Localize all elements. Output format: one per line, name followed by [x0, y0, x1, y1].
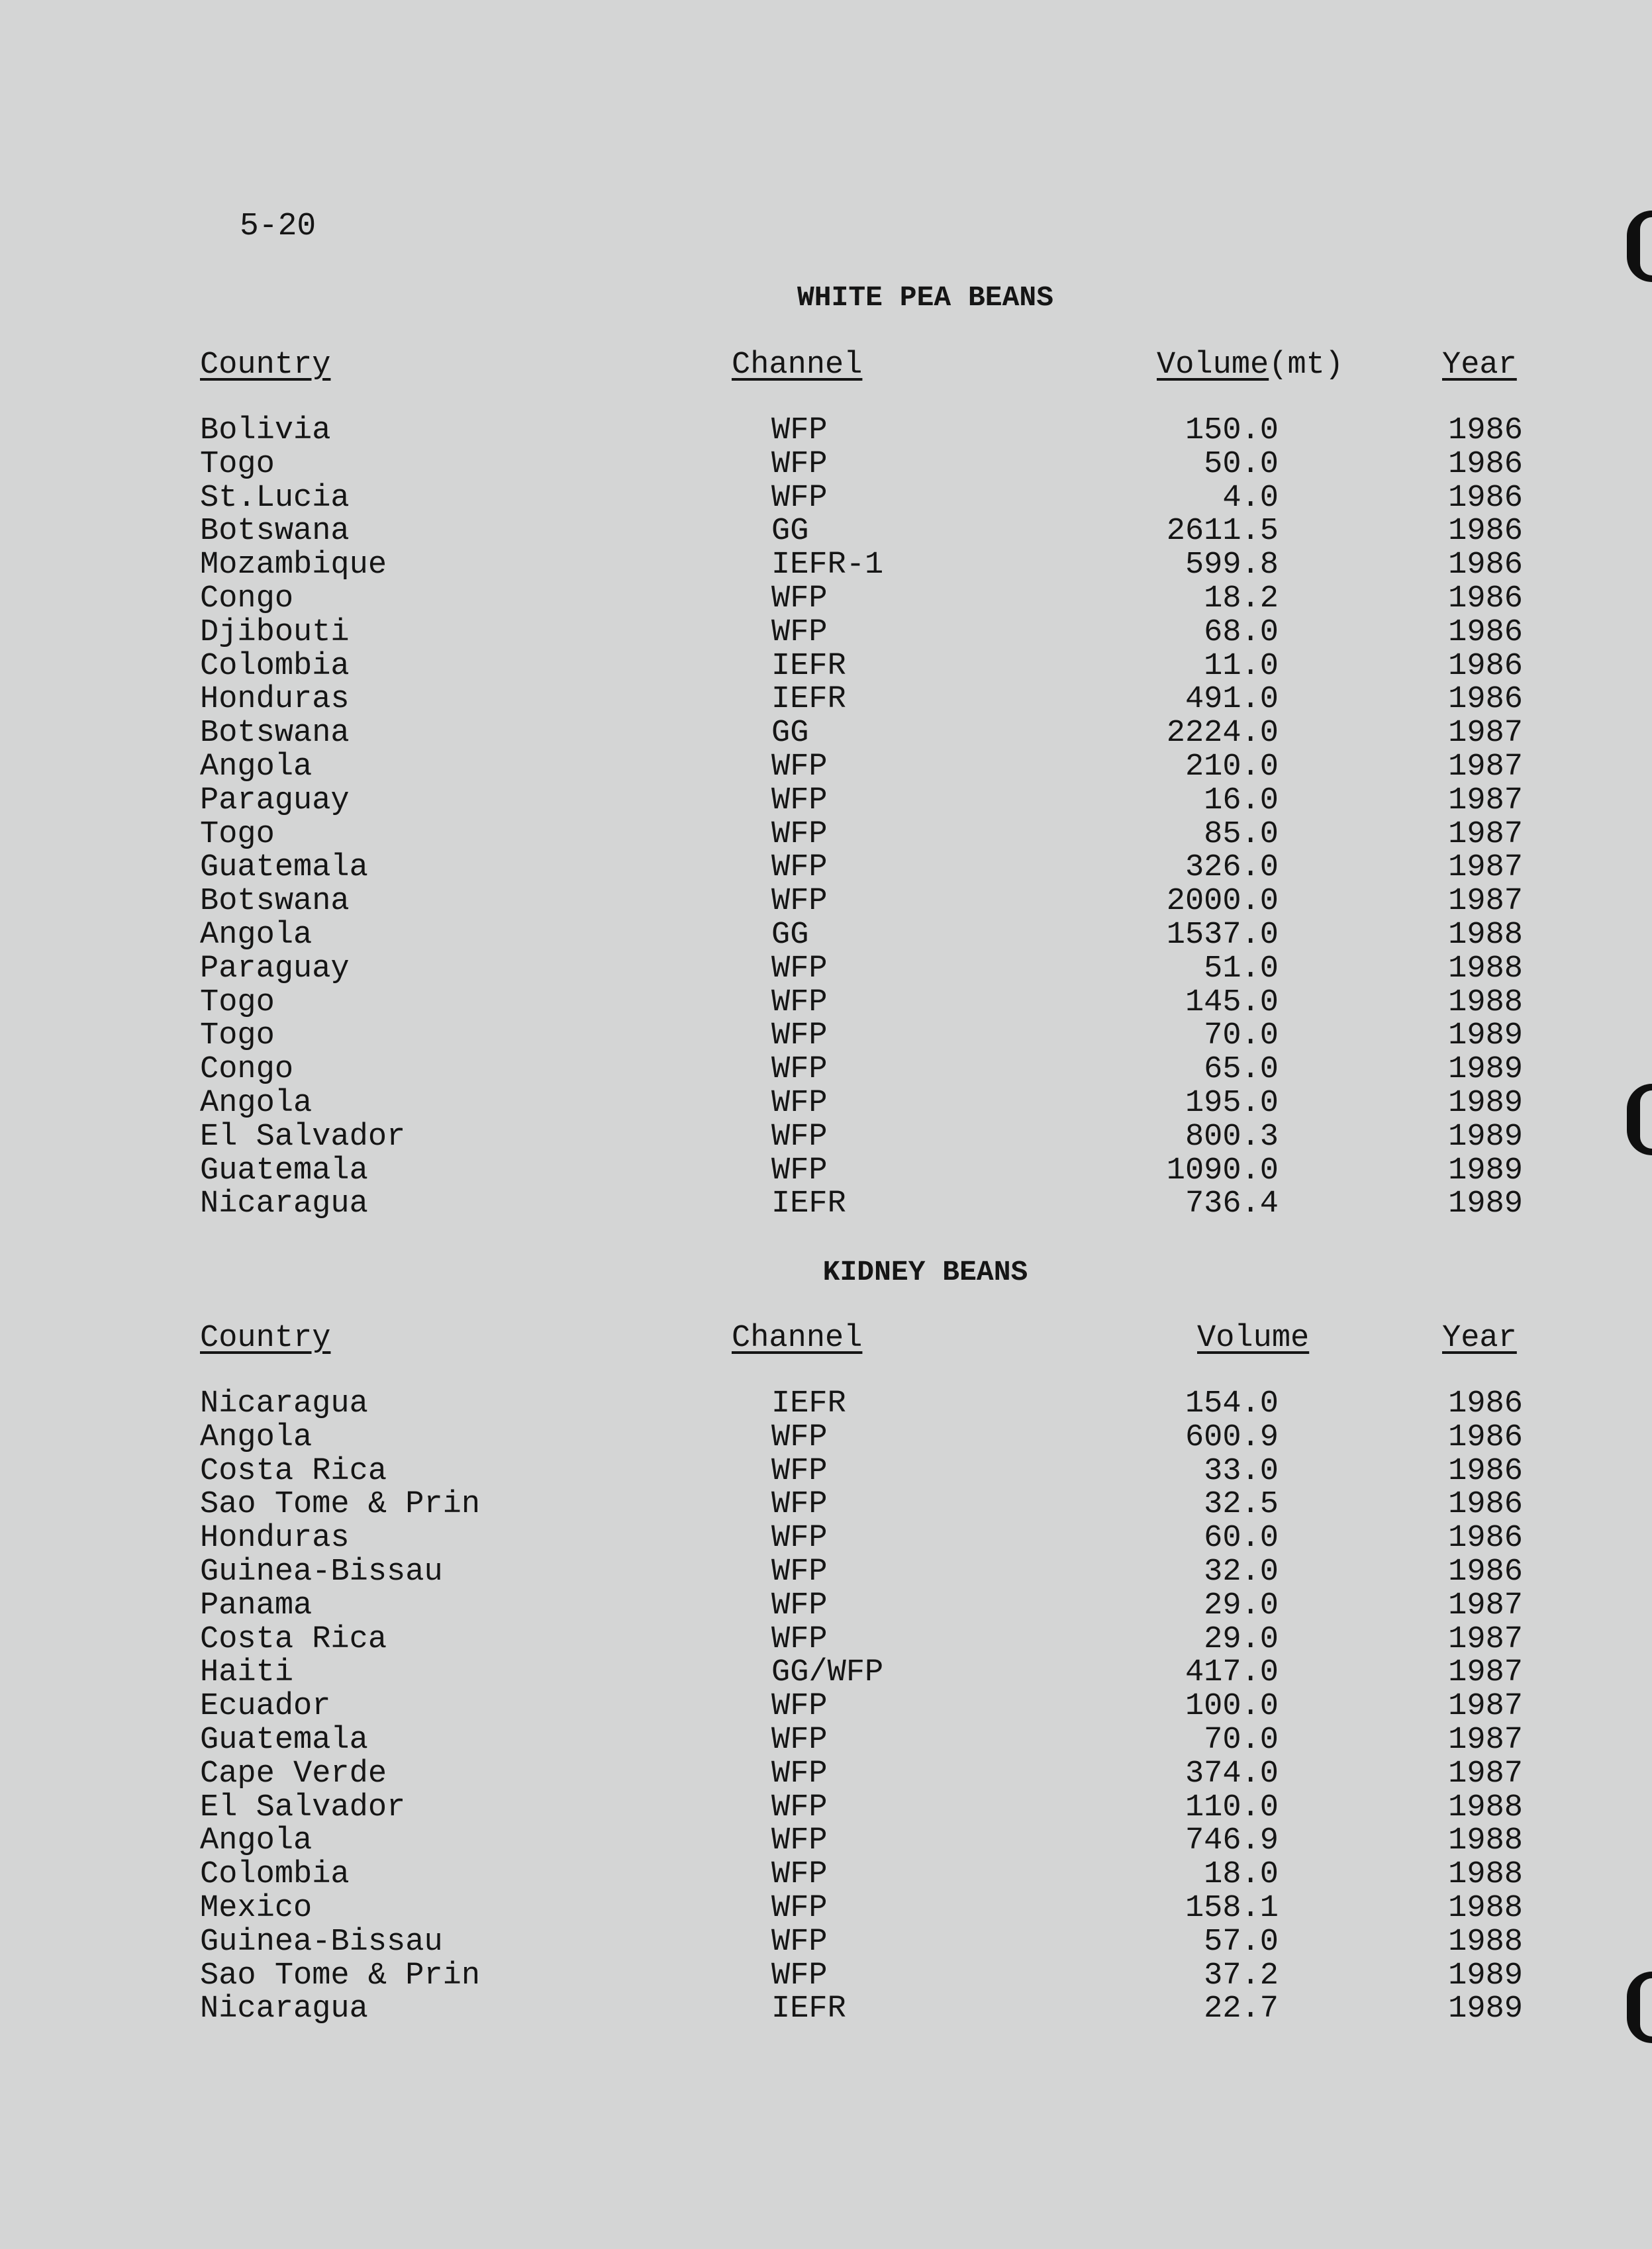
country-cell: Angola [200, 749, 313, 785]
year-cell: 1987 [1448, 1588, 1523, 1623]
table-row [0, 717, 1652, 751]
table-row [0, 1087, 1652, 1121]
year-cell: 1988 [1448, 1790, 1523, 1825]
volume-cell: 11.0 [1204, 648, 1279, 684]
volume-cell: 16.0 [1204, 783, 1279, 818]
table-row [0, 1858, 1652, 1892]
year-cell: 1986 [1448, 648, 1523, 684]
country-cell: Nicaragua [200, 1386, 368, 1421]
volume-cell: 210.0 [1185, 749, 1279, 785]
year-cell: 1989 [1448, 1186, 1523, 1222]
table-row [0, 785, 1652, 818]
country-cell: Botswana [200, 884, 350, 920]
country-cell: Guatemala [200, 1153, 368, 1188]
volume-cell: 800.3 [1185, 1119, 1279, 1155]
table-row [0, 1388, 1652, 1421]
page-number: 5-20 [240, 209, 316, 244]
channel-cell: WFP [771, 1052, 828, 1088]
table-row [0, 1522, 1652, 1556]
table-row [0, 1421, 1652, 1455]
volume-cell: 65.0 [1204, 1052, 1279, 1088]
volume-cell: 110.0 [1185, 1790, 1279, 1825]
year-cell: 1989 [1448, 1958, 1523, 1993]
volume-cell: 57.0 [1204, 1924, 1279, 1960]
table-row [0, 751, 1652, 785]
country-cell: Togo [200, 984, 275, 1020]
channel-cell: WFP [771, 1823, 828, 1859]
channel-cell: WFP [771, 581, 828, 616]
country-cell: Guinea-Bissau [200, 1924, 443, 1960]
table-row [0, 1488, 1652, 1522]
year-cell: 1986 [1448, 1487, 1523, 1523]
country-cell: Costa Rica [200, 1453, 387, 1489]
volume-cell: 60.0 [1204, 1521, 1279, 1556]
volume-cell: 195.0 [1185, 1085, 1279, 1121]
country-cell: St.Lucia [200, 480, 350, 516]
country-cell: Angola [200, 1823, 313, 1859]
volume-cell: 50.0 [1204, 446, 1279, 482]
white-pea-beans-table [0, 414, 1652, 1221]
country-cell: Botswana [200, 514, 350, 550]
year-cell: 1988 [1448, 1890, 1523, 1926]
channel-cell: WFP [771, 1722, 828, 1758]
country-cell: Sao Tome & Prin [200, 1487, 481, 1523]
table-row [0, 953, 1652, 986]
volume-cell: 736.4 [1185, 1186, 1279, 1222]
kidney-beans-table [0, 1388, 1652, 2027]
table-row [0, 1758, 1652, 1792]
country-cell: Costa Rica [200, 1621, 387, 1657]
table-row [0, 1926, 1652, 1960]
country-cell: Sao Tome & Prin [200, 1958, 481, 1993]
channel-cell: WFP [771, 1119, 828, 1155]
volume-cell: 85.0 [1204, 816, 1279, 852]
channel-cell: IEFR [771, 1991, 846, 2027]
country-cell: Honduras [200, 682, 350, 718]
channel-cell: WFP [771, 1857, 828, 1893]
table-row [0, 1556, 1652, 1590]
volume-cell: 2224.0 [1166, 716, 1279, 751]
year-cell: 1989 [1448, 1052, 1523, 1088]
year-cell: 1987 [1448, 749, 1523, 785]
channel-cell: WFP [771, 816, 828, 852]
channel-cell: WFP [771, 951, 828, 986]
volume-cell: 374.0 [1185, 1756, 1279, 1792]
year-cell: 1986 [1448, 581, 1523, 616]
white-pea-country-header: Country [200, 348, 331, 383]
table-row [0, 1188, 1652, 1221]
table-row [0, 919, 1652, 953]
country-cell: Mexico [200, 1890, 313, 1926]
year-cell: 1986 [1448, 682, 1523, 718]
volume-cell: 600.9 [1185, 1419, 1279, 1455]
channel-cell: GG [771, 716, 809, 751]
kidney-year-header: Year [1442, 1321, 1517, 1356]
channel-cell: WFP [771, 1756, 828, 1792]
country-cell: Paraguay [200, 783, 350, 818]
channel-cell: WFP [771, 850, 828, 886]
year-cell: 1989 [1448, 1153, 1523, 1188]
volume-cell: 746.9 [1185, 1823, 1279, 1859]
country-cell: Guatemala [200, 1722, 368, 1758]
country-cell: Honduras [200, 1521, 350, 1556]
channel-cell: WFP [771, 1487, 828, 1523]
binder-hole-top [1627, 211, 1652, 282]
volume-cell: 417.0 [1185, 1655, 1279, 1691]
volume-cell: 154.0 [1185, 1386, 1279, 1421]
year-cell: 1986 [1448, 1386, 1523, 1421]
table-row [0, 1656, 1652, 1690]
channel-cell: IEFR-1 [771, 548, 884, 583]
country-cell: Guinea-Bissau [200, 1554, 443, 1590]
table-row [0, 448, 1652, 482]
country-cell: Paraguay [200, 951, 350, 986]
table-row [0, 1792, 1652, 1825]
kidney-beans-title: KIDNEY BEANS [822, 1256, 1028, 1288]
table-row [0, 683, 1652, 717]
table-row [0, 885, 1652, 919]
volume-cell: 70.0 [1204, 1722, 1279, 1758]
country-cell: Togo [200, 446, 275, 482]
channel-cell: IEFR [771, 648, 846, 684]
volume-cell: 37.2 [1204, 1958, 1279, 1993]
year-cell: 1986 [1448, 614, 1523, 650]
table-row [0, 549, 1652, 583]
channel-cell: WFP [771, 783, 828, 818]
channel-cell: WFP [771, 1924, 828, 1960]
kidney-volume-header: Volume [1197, 1321, 1310, 1356]
channel-cell: WFP [771, 413, 828, 448]
table-row [0, 1993, 1652, 2027]
volume-cell: 158.1 [1185, 1890, 1279, 1926]
channel-cell: IEFR [771, 1386, 846, 1421]
country-cell: Botswana [200, 716, 350, 751]
white-pea-channel-header: Channel [732, 348, 863, 383]
year-cell: 1986 [1448, 1554, 1523, 1590]
country-cell: Nicaragua [200, 1186, 368, 1222]
volume-cell: 22.7 [1204, 1991, 1279, 2027]
country-cell: Mozambique [200, 548, 387, 583]
channel-cell: GG [771, 514, 809, 550]
table-row [0, 1724, 1652, 1758]
volume-cell: 18.0 [1204, 1857, 1279, 1893]
year-cell: 1987 [1448, 850, 1523, 886]
year-cell: 1988 [1448, 1924, 1523, 1960]
volume-cell: 4.0 [1222, 480, 1279, 516]
channel-cell: WFP [771, 1085, 828, 1121]
year-cell: 1988 [1448, 917, 1523, 953]
channel-cell: WFP [771, 1419, 828, 1455]
kidney-country-header: Country [200, 1321, 331, 1356]
country-cell: Togo [200, 1018, 275, 1054]
volume-cell: 32.0 [1204, 1554, 1279, 1590]
channel-cell: IEFR [771, 1186, 846, 1222]
table-row [0, 1690, 1652, 1724]
channel-cell: WFP [771, 1890, 828, 1926]
country-cell: Togo [200, 816, 275, 852]
year-cell: 1987 [1448, 816, 1523, 852]
year-cell: 1987 [1448, 1655, 1523, 1691]
channel-cell: GG/WFP [771, 1655, 884, 1691]
year-cell: 1988 [1448, 1823, 1523, 1859]
table-row [0, 1455, 1652, 1489]
volume-cell: 29.0 [1204, 1621, 1279, 1657]
channel-cell: WFP [771, 614, 828, 650]
volume-cell: 1537.0 [1166, 917, 1279, 953]
white-pea-beans-title: WHITE PEA BEANS [797, 281, 1054, 314]
year-cell: 1989 [1448, 1991, 1523, 2027]
channel-cell: WFP [771, 1958, 828, 1993]
year-cell: 1989 [1448, 1018, 1523, 1054]
country-cell: Cape Verde [200, 1756, 387, 1792]
table-row [0, 1020, 1652, 1053]
volume-cell: 29.0 [1204, 1588, 1279, 1623]
year-cell: 1986 [1448, 1419, 1523, 1455]
table-row [0, 1590, 1652, 1623]
country-cell: El Salvador [200, 1119, 406, 1155]
channel-cell: WFP [771, 749, 828, 785]
year-cell: 1988 [1448, 1857, 1523, 1893]
year-cell: 1987 [1448, 1689, 1523, 1725]
table-row [0, 1960, 1652, 1993]
table-row [0, 1623, 1652, 1657]
channel-cell: WFP [771, 1554, 828, 1590]
table-row [0, 818, 1652, 852]
table-row [0, 583, 1652, 616]
country-cell: Djibouti [200, 614, 350, 650]
year-cell: 1986 [1448, 413, 1523, 448]
volume-cell: 70.0 [1204, 1018, 1279, 1054]
table-row [0, 1053, 1652, 1087]
channel-cell: WFP [771, 1521, 828, 1556]
year-cell: 1986 [1448, 480, 1523, 516]
volume-cell: 1090.0 [1166, 1153, 1279, 1188]
kidney-channel-header: Channel [732, 1321, 863, 1356]
country-cell: Angola [200, 1085, 313, 1121]
year-cell: 1987 [1448, 716, 1523, 751]
year-cell: 1989 [1448, 1085, 1523, 1121]
table-row [0, 650, 1652, 684]
white-pea-volume-unit: (mt) [1269, 348, 1344, 383]
volume-cell: 491.0 [1185, 682, 1279, 718]
white-pea-volume-header: Volume [1157, 348, 1269, 383]
volume-cell: 33.0 [1204, 1453, 1279, 1489]
year-cell: 1986 [1448, 1521, 1523, 1556]
volume-cell: 326.0 [1185, 850, 1279, 886]
channel-cell: GG [771, 917, 809, 953]
channel-cell: WFP [771, 480, 828, 516]
year-cell: 1987 [1448, 783, 1523, 818]
country-cell: Angola [200, 917, 313, 953]
channel-cell: WFP [771, 446, 828, 482]
volume-cell: 2611.5 [1166, 514, 1279, 550]
table-row [0, 1892, 1652, 1926]
table-row [0, 1155, 1652, 1188]
table-row [0, 851, 1652, 885]
table-row [0, 986, 1652, 1020]
channel-cell: WFP [771, 884, 828, 920]
country-cell: Angola [200, 1419, 313, 1455]
channel-cell: WFP [771, 1689, 828, 1725]
volume-cell: 2000.0 [1166, 884, 1279, 920]
country-cell: Congo [200, 1052, 294, 1088]
year-cell: 1987 [1448, 884, 1523, 920]
channel-cell: WFP [771, 1588, 828, 1623]
channel-cell: WFP [771, 984, 828, 1020]
volume-cell: 18.2 [1204, 581, 1279, 616]
year-cell: 1989 [1448, 1119, 1523, 1155]
year-cell: 1986 [1448, 514, 1523, 550]
channel-cell: WFP [771, 1453, 828, 1489]
table-row [0, 414, 1652, 448]
year-cell: 1986 [1448, 446, 1523, 482]
table-row [0, 482, 1652, 516]
volume-cell: 32.5 [1204, 1487, 1279, 1523]
volume-cell: 145.0 [1185, 984, 1279, 1020]
table-row [0, 1825, 1652, 1858]
channel-cell: WFP [771, 1621, 828, 1657]
country-cell: Nicaragua [200, 1991, 368, 2027]
country-cell: Haiti [200, 1655, 294, 1691]
country-cell: Congo [200, 581, 294, 616]
year-cell: 1987 [1448, 1621, 1523, 1657]
volume-cell: 68.0 [1204, 614, 1279, 650]
year-cell: 1987 [1448, 1756, 1523, 1792]
country-cell: Colombia [200, 648, 350, 684]
volume-cell: 150.0 [1185, 413, 1279, 448]
year-cell: 1988 [1448, 984, 1523, 1020]
table-row [0, 616, 1652, 650]
country-cell: El Salvador [200, 1790, 406, 1825]
channel-cell: IEFR [771, 682, 846, 718]
country-cell: Colombia [200, 1857, 350, 1893]
channel-cell: WFP [771, 1790, 828, 1825]
table-row [0, 1121, 1652, 1155]
country-cell: Bolivia [200, 413, 331, 448]
country-cell: Ecuador [200, 1689, 331, 1725]
year-cell: 1986 [1448, 548, 1523, 583]
table-row [0, 515, 1652, 549]
country-cell: Guatemala [200, 850, 368, 886]
year-cell: 1988 [1448, 951, 1523, 986]
volume-cell: 100.0 [1185, 1689, 1279, 1725]
volume-cell: 599.8 [1185, 548, 1279, 583]
white-pea-volume-header-group [1157, 348, 1343, 383]
volume-cell: 51.0 [1204, 951, 1279, 986]
white-pea-year-header: Year [1442, 348, 1517, 383]
channel-cell: WFP [771, 1153, 828, 1188]
country-cell: Panama [200, 1588, 313, 1623]
year-cell: 1987 [1448, 1722, 1523, 1758]
channel-cell: WFP [771, 1018, 828, 1054]
year-cell: 1986 [1448, 1453, 1523, 1489]
